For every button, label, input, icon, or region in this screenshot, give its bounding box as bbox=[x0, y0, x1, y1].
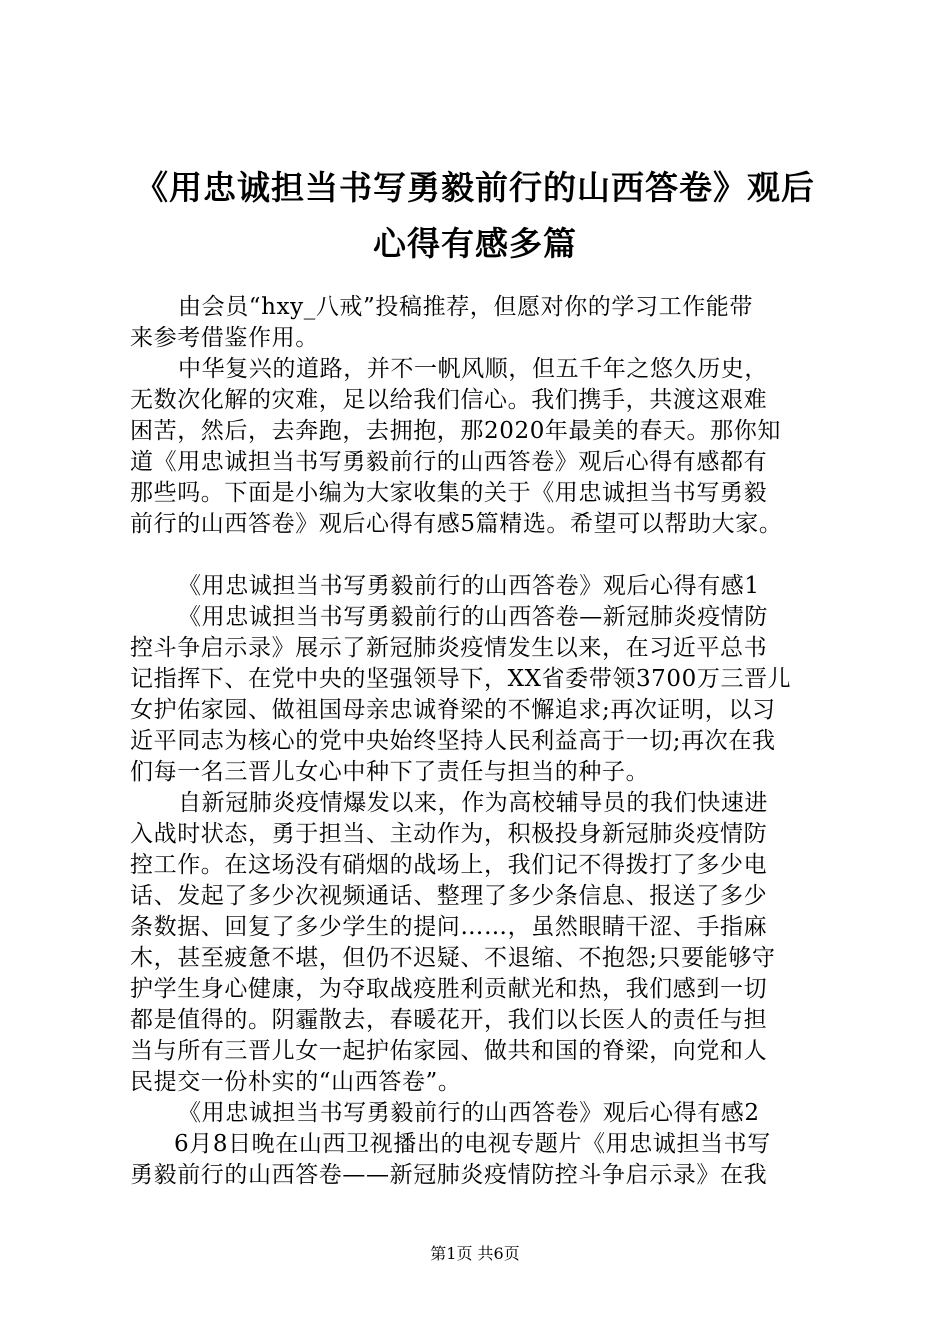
body-line: 近平同志为核心的党中央始终坚持人民利益高于一切;再次在我 bbox=[130, 728, 776, 754]
body-line: 6月8日晚在山西卫视播出的电视专题片《用忠诚担当书写 bbox=[174, 1131, 771, 1157]
body-line: 都是值得的。阴霾散去，春暖花开，我们以长医人的责任与担 bbox=[130, 1007, 768, 1033]
body-line: 控工作。在这场没有硝烟的战场上，我们记不得拨打了多少电 bbox=[130, 852, 768, 878]
body-line: 前行的山西答卷》观后心得有感5篇精选。希望可以帮助大家。 bbox=[130, 511, 783, 537]
document-body bbox=[130, 292, 850, 1191]
body-line: 困苦，然后，去奔跑，去拥抱，那2020年最美的春天。那你知 bbox=[130, 418, 781, 444]
body-line: 自新冠肺炎疫情爆发以来，作为高校辅导员的我们快速进 bbox=[178, 790, 768, 816]
blank-line bbox=[130, 540, 850, 571]
body-line: 控斗争启示录》展示了新冠肺炎疫情发生以来，在习近平总书 bbox=[130, 635, 768, 661]
body-line: 话、发起了多少次视频通话、整理了多少条信息、报送了多少 bbox=[130, 883, 768, 909]
body-line: 女护佑家园、做祖国母亲忠诚脊梁的不懈追求;再次证明，以习 bbox=[130, 697, 776, 723]
body-line: 当与所有三晋儿女一起护佑家园、做共和国的脊梁，向党和人 bbox=[130, 1038, 768, 1064]
page-footer: 第1页 共6页 bbox=[430, 1244, 520, 1263]
body-line: 中华复兴的道路，并不一帆风顺，但五千年之悠久历史， bbox=[178, 356, 768, 382]
body-line: 勇毅前行的山西答卷——新冠肺炎疫情防控斗争启示录》在我 bbox=[130, 1162, 768, 1188]
body-line: 条数据、回复了多少学生的提问……，虽然眼睛干涩、手指麻 bbox=[130, 914, 768, 940]
body-line: 护学生身心健康，为夺取战疫胜利贡献光和热，我们感到一切 bbox=[130, 976, 768, 1002]
body-line: 木，甚至疲惫不堪，但仍不迟疑、不退缩、不抱怨;只要能够守 bbox=[130, 945, 776, 971]
body-line: 那些吗。下面是小编为大家收集的关于《用忠诚担当书写勇毅 bbox=[130, 480, 768, 506]
section-heading: 《用忠诚担当书写勇毅前行的山西答卷》观后心得有感1 bbox=[178, 573, 760, 599]
body-line: 记指挥下、在党中央的坚强领导下，XX省委带领3700万三晋儿 bbox=[130, 666, 792, 692]
body-line: 无数次化解的灾难，足以给我们信心。我们携手，共渡这艰难 bbox=[130, 387, 768, 413]
body-line: 由会员“hxy_八戒”投稿推荐，但愿对你的学习工作能带 bbox=[178, 294, 753, 320]
body-line: 《用忠诚担当书写勇毅前行的山西答卷—新冠肺炎疫情防 bbox=[178, 604, 768, 630]
document-title-line-2: 心得有感多篇 bbox=[373, 224, 577, 263]
body-line: 民提交一份朴实的“山西答卷”。 bbox=[130, 1069, 462, 1095]
section-heading: 《用忠诚担当书写勇毅前行的山西答卷》观后心得有感2 bbox=[178, 1100, 760, 1126]
body-line: 来参考借鉴作用。 bbox=[130, 325, 319, 351]
body-line: 入战时状态，勇于担当、主动作为，积极投身新冠肺炎疫情防 bbox=[130, 821, 768, 847]
body-line: 道《用忠诚担当书写勇毅前行的山西答卷》观后心得有感都有 bbox=[130, 449, 768, 475]
document-title-line-1: 《用忠诚担当书写勇毅前行的山西答卷》观后 bbox=[135, 168, 815, 207]
body-line: 们每一名三晋儿女心中种下了责任与担当的种子。 bbox=[130, 759, 650, 785]
